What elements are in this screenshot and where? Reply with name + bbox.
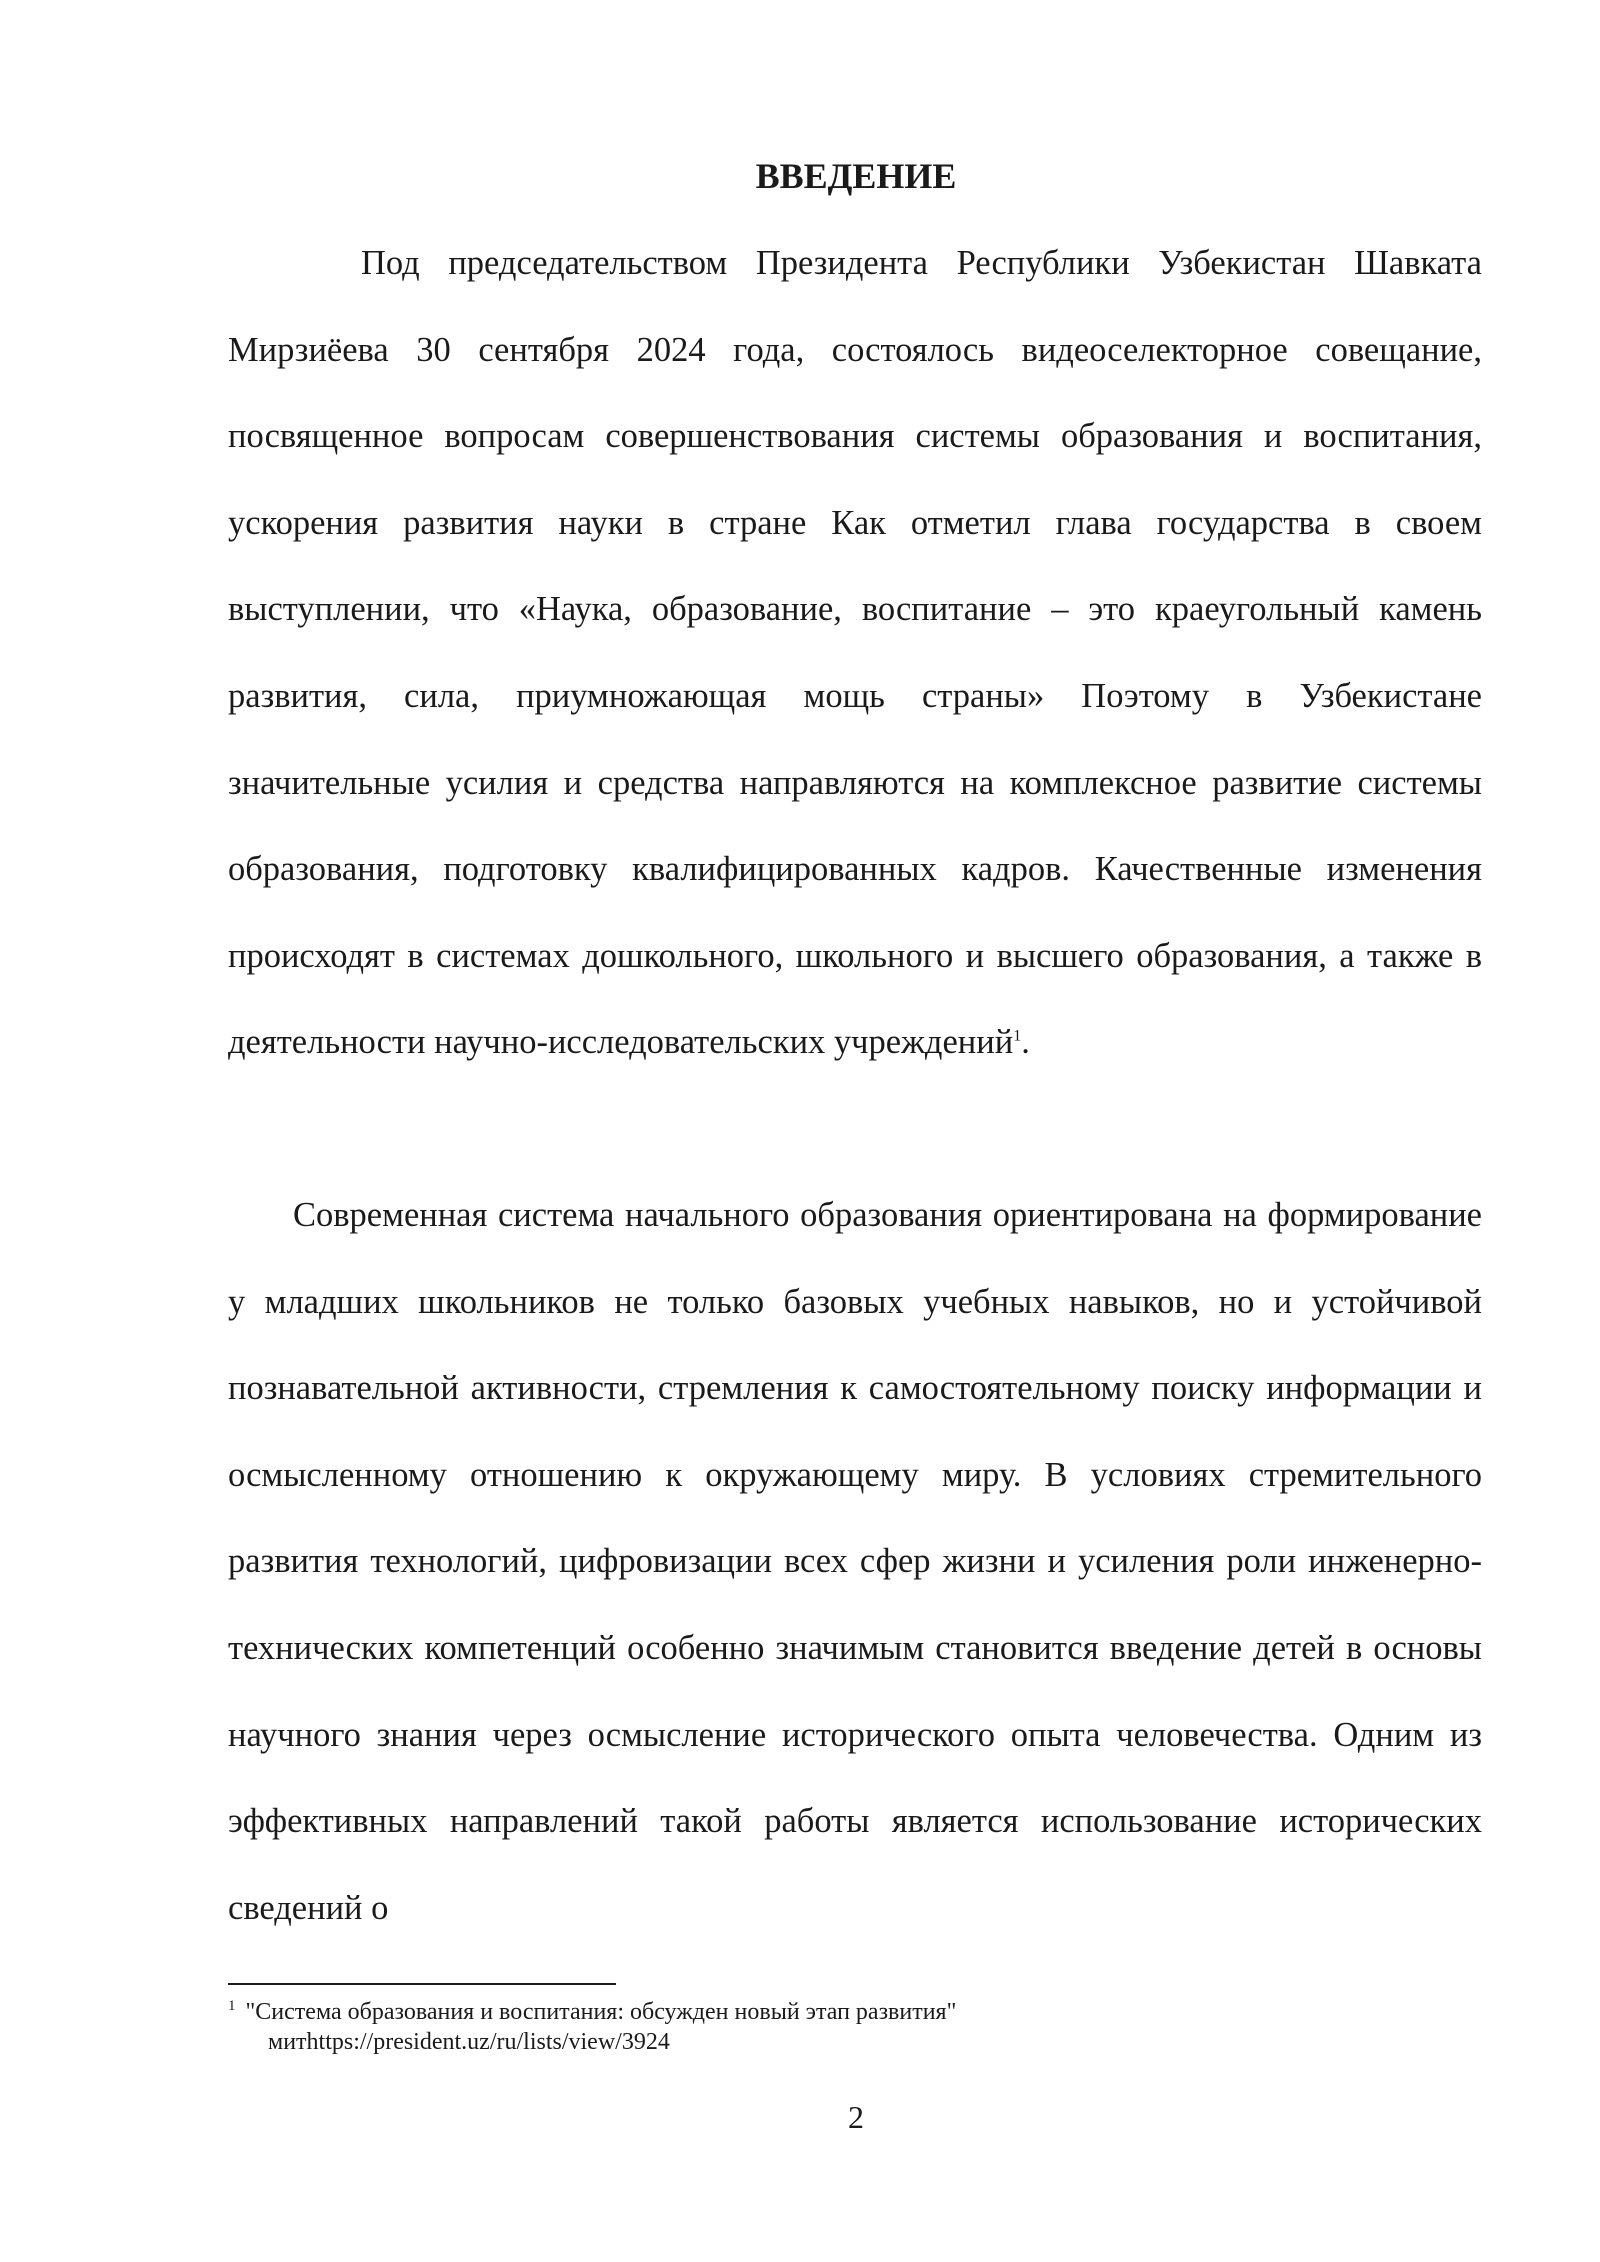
- footnote-link[interactable]: митhttps://president.uz/ru/lists/view/3924: [268, 2029, 670, 2055]
- footnote-reference[interactable]: 1: [1013, 1027, 1022, 1045]
- footnote-separator: [228, 1983, 616, 1985]
- page-heading: ВВЕДЕНИЕ: [755, 156, 957, 196]
- paragraph-intro-text: Под председательством Президента Республики Узбекистан Шавката Мирзиёева 30 сентября 2024 года, состоялось видеоселекторное совещание, посвященное вопросам совершенствования системы образования и воспитания, ускорения развития науки в стране Как отметил глава государства в своем выступлении, что «Наука, образование, воспитание – это краеугольный камень развития, сила, приумножающая мощь страны» Поэтому в Узбекистане значительные усилия и средства направляются на комплексное развитие системы образования, подготовку квалифицированных кадров. Качественные изменения происходят в системах дошкольного, школьного и высшего образования, а также в деятельности научно-исследовательских учреждений: [228, 244, 1482, 1062]
- paragraph-body: [228, 1172, 1482, 1951]
- paragraph-intro: [228, 220, 1482, 1086]
- footnote-number: 1: [228, 1998, 236, 2014]
- footnote-title: "Система образования и воспитания: обсужден новый этап развития": [245, 1999, 957, 2025]
- paragraph-intro-end: .: [1021, 1023, 1030, 1062]
- paragraph-body-text: Современная система начального образования ориентирована на формирование у младших школьников не только базовых учебных навыков, но и устойчивой познавательной активности, стремления к самостоятельному поиску информации и осмысленному отношению к окружающему миру. В условиях стремительного развития технологий, цифровизации всех сфер жизни и усиления роли инженерно-технических компетенций особенно значимым становится введение детей в основы научного знания через осмысление исторического опыта человечества. Одним из эффективных направлений такой работы является использование исторических сведений о: [228, 1196, 1482, 1927]
- page-number: 2: [848, 2099, 864, 2135]
- footnote: [228, 1997, 1128, 2057]
